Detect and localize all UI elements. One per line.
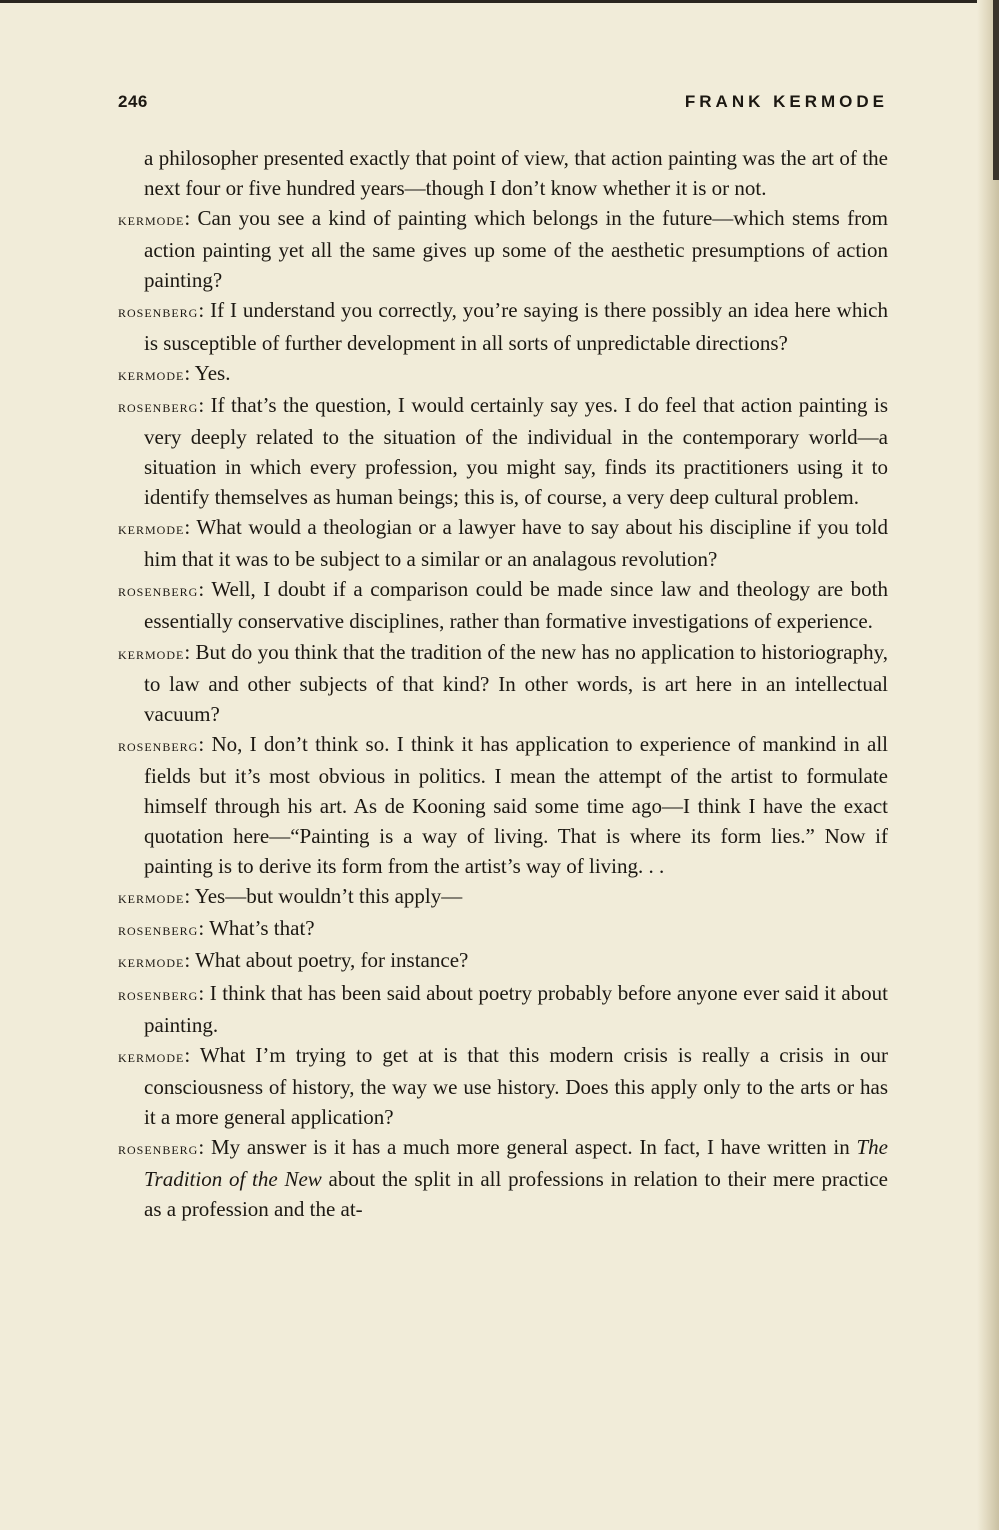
page-top-edge [0,0,999,3]
speaker-label: kermode [118,364,185,384]
dialogue-turn: kermode: What I’m trying to get at is that this modern crisis is really a crisis in our consciousness of history, the way we use history. Does this apply only to the arts or has it a more general application? [118,1042,888,1129]
dialogue-turn: kermode: What about poetry, for instance? [118,948,469,973]
speaker-label: kermode [118,888,185,908]
dialogue-turn: rosenberg: If that’s the question, I would certainly say yes. I do feel that action painting is very deeply related to the situation of the individual in the contemporary world—a situation in which every profession, you might say, finds its practitioners using it to identify themselves as human beings; this is, of course, a very deep cultural problem. [118,392,888,510]
speaker-label: rosenberg [118,302,199,322]
dialogue-text: If I understand you correctly, you’re saying is there possibly an idea here which is susceptible of further development in all sorts of unpredictable directions? [144,298,888,355]
dialogue-text: What’s that? [209,916,315,941]
speaker-label: kermode [118,210,185,230]
running-title: FRANK KERMODE [684,92,888,111]
paragraph-text: a philosopher presented exactly that point of view, that action painting was the art of the next four or five hundred years—though I don’t know whether it is or not. [144,146,888,201]
dialogue-turn: rosenberg: Well, I doubt if a comparison could be made since law and theology are both essentially conservative disciplines, rather than formative investigations of experience. [118,577,888,634]
dialogue-text: My answer is it has a much more general aspect. In fact, I have written in [210,1135,857,1159]
dialogue-turn: kermode: But do you think that the tradition of the new has no application to historiography, to law and other subjects of that kind? In other words, is art here in an intellectual vacuum? [118,639,888,726]
speaker-label: rosenberg [118,1139,199,1158]
speaker-label: kermode [118,1046,185,1066]
paragraph [118,143,888,203]
dialogue-text: I think that has been said about poetry probably before anyone ever said it about painting. [144,980,888,1037]
dialogue-turn: rosenberg: My answer is it has a much more general aspect. In fact, I have written in The Tradition of the New about the split in all professions in relation to their mere practice as a profession and the at- [118,1135,888,1222]
dialogue-text: about the split in all professions in relation to their mere practice as a profession and the at- [144,1167,888,1222]
dialogue-turn: rosenberg: No, I don’t think so. I think it has application to experience of mankind in all fields but it’s most obvious in politics. I mean the attempt of the artist to formulate himself through his art. As de Kooning said some time ago—I think I have the exact quotation here—“Painting is a way of living. That is where its form lies.” Now if painting is to derive its form from the artist’s way of living. . . [118,731,888,879]
book-title: The Tradition of the New [144,1135,888,1192]
speaker-label: kermode [118,952,185,972]
speaker-label: rosenberg [118,920,199,940]
dialogue-text: If that’s the question, I would certainly say yes. I do feel that action painting is very deeply related to the situation of the individual in the contemporary world—a situation in which every profession, you might say, finds its practitioners using it to identify themselves as human beings; this is, of course, a very deep cultural problem. [144,392,888,510]
body-text [118,143,888,1224]
dialogue-text: But do you think that the tradition of the new has no application to historiography, to law and other subjects of that kind? In other words, is art here in an intellectual vacuum? [144,639,888,726]
speaker-label: kermode [118,519,185,539]
dialogue-text: Well, I doubt if a comparison could be made since law and theology are both essentially conservative disciplines, rather than formative investigations of experience. [144,577,888,634]
dialogue-text: Yes—but wouldn’t this apply— [194,884,463,909]
dialogue-turn: kermode: Yes—but wouldn’t this apply— [118,884,463,909]
dialogue-turn: kermode: What would a theologian or a lawyer have to say about his discipline if you told him that it was to be subject to a similar or an analagous revolution? [118,515,888,572]
page-number: 246 [118,92,148,111]
page-right-edge [977,0,999,1530]
dialogue-text: What about poetry, for instance? [195,948,469,973]
speaker-label: rosenberg [118,984,199,1004]
dialogue-text: Can you see a kind of painting which belongs in the future—which stems from action painting yet all the same gives up some of the aesthetic presumptions of action painting? [144,206,888,293]
dialogue-turn: rosenberg: What’s that? [118,916,315,941]
dialogue-text: What I’m trying to get at is that this modern crisis is really a crisis in our consciousness of history, the way we use history. Does this apply only to the arts or has it a more general application? [144,1042,888,1129]
speaker-label: kermode [118,643,185,663]
speaker-label: rosenberg [118,581,199,601]
dialogue-turn: kermode: Yes. [118,360,231,385]
dialogue-text: Yes. [194,360,231,385]
dialogue-turn: rosenberg: If I understand you correctly, you’re saying is there possibly an idea here which is susceptible of further development in all sorts of unpredictable directions? [118,298,888,355]
dialogue-turn: kermode: Can you see a kind of painting which belongs in the future—which stems from action painting yet all the same gives up some of the aesthetic presumptions of action painting? [118,206,888,293]
speaker-label: rosenberg [118,396,199,416]
dialogue-text: What would a theologian or a lawyer have to say about his discipline if you told him that it was to be subject to a similar or an analagous revolution? [144,515,888,572]
page-binding-shadow [993,0,999,180]
dialogue-text: No, I don’t think so. I think it has application to experience of mankind in all fields but it’s most obvious in politics. I mean the attempt of the artist to formulate himself through his art. As de Kooning said some time ago—I think I have the exact quotation here—“Painting is a way of living. That is where its form lies.” Now if painting is to derive its form from the artist’s way of living. . . [144,731,888,879]
speaker-label: rosenberg [118,735,199,755]
running-head [118,92,888,116]
dialogue-turn: rosenberg: I think that has been said about poetry probably before anyone ever said it about painting. [118,980,888,1037]
